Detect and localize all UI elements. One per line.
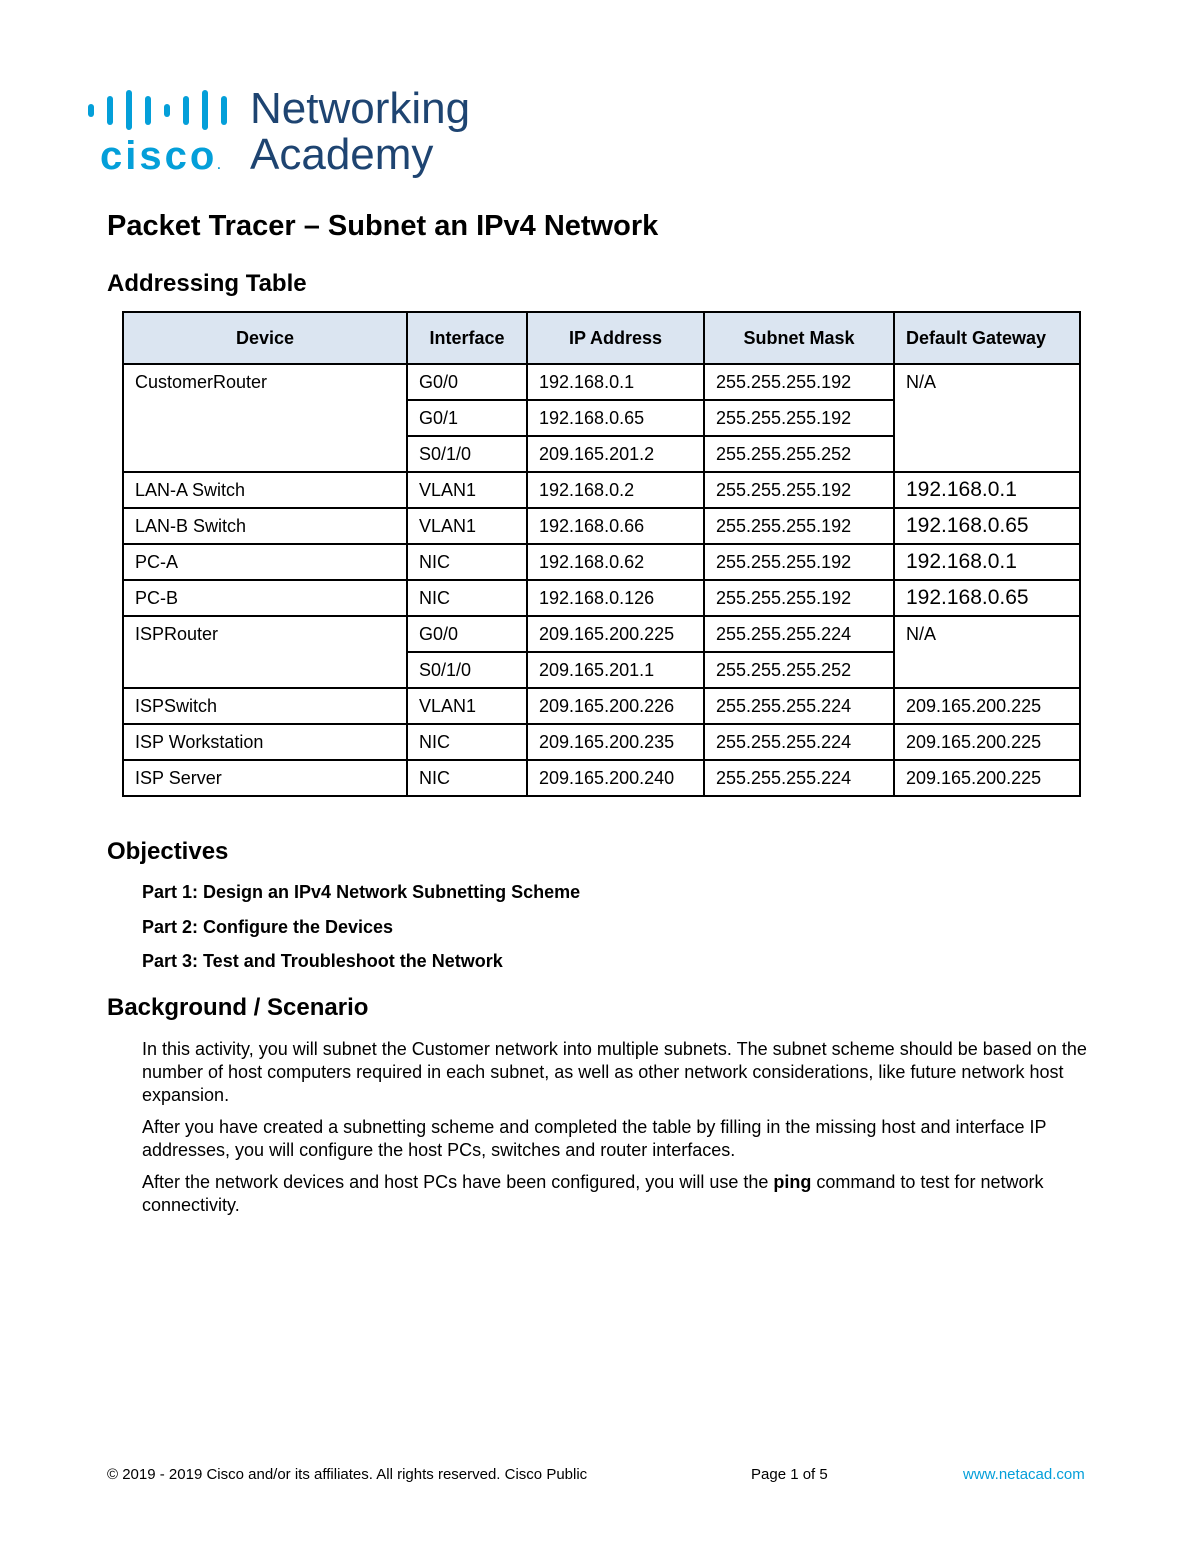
objective-item: Part 1: Design an IPv4 Network Subnetting Scheme bbox=[142, 882, 581, 902]
cell-interface: S0/1/0 bbox=[407, 436, 527, 472]
cell-mask: 255.255.255.224 bbox=[704, 688, 894, 724]
table-row bbox=[123, 580, 1080, 616]
document-title: Packet Tracer – Subnet an IPv4 Network bbox=[107, 210, 659, 242]
column-header-ip-address: IP Address bbox=[527, 312, 704, 364]
addressing-table-heading: Addressing Table bbox=[107, 270, 307, 297]
cell-interface: S0/1/0 bbox=[407, 652, 527, 688]
cell-gateway: 192.168.0.1 bbox=[894, 544, 1080, 580]
column-header-interface: Interface bbox=[407, 312, 527, 364]
cisco-wordmark: cisco. bbox=[100, 134, 224, 178]
table-row bbox=[123, 544, 1080, 580]
cell-device: LAN-A Switch bbox=[123, 472, 407, 508]
column-header-subnet-mask: Subnet Mask bbox=[704, 312, 894, 364]
background-heading: Background / Scenario bbox=[107, 994, 369, 1021]
objectives-heading: Objectives bbox=[107, 838, 229, 865]
cell-gateway: 192.168.0.1 bbox=[894, 472, 1080, 508]
cell-device: ISP Workstation bbox=[123, 724, 407, 760]
cell-mask: 255.255.255.192 bbox=[704, 580, 894, 616]
table-header-row bbox=[123, 312, 1080, 364]
cell-mask: 255.255.255.192 bbox=[704, 544, 894, 580]
cell-ip: 209.165.201.1 bbox=[527, 652, 704, 688]
logo-academy-text: Academy bbox=[250, 130, 434, 179]
cell-interface: NIC bbox=[407, 580, 527, 616]
cell-gateway: 209.165.200.225 bbox=[894, 688, 1080, 724]
cell-device: CustomerRouter bbox=[123, 364, 407, 472]
background-text: command to test for network connectivity. bbox=[142, 1172, 1044, 1215]
cell-mask: 255.255.255.192 bbox=[704, 472, 894, 508]
cell-mask: 255.255.255.224 bbox=[704, 760, 894, 796]
logo-networking-text: Networking bbox=[250, 84, 471, 133]
cell-gateway: N/A bbox=[894, 616, 1080, 688]
cell-interface: NIC bbox=[407, 760, 527, 796]
cell-ip: 209.165.200.240 bbox=[527, 760, 704, 796]
cell-mask: 255.255.255.192 bbox=[704, 400, 894, 436]
cell-gateway: 192.168.0.65 bbox=[894, 580, 1080, 616]
cell-ip: 209.165.201.2 bbox=[527, 436, 704, 472]
objective-item: Part 3: Test and Troubleshoot the Network bbox=[142, 951, 503, 971]
cell-ip: 192.168.0.1 bbox=[527, 364, 704, 400]
table-row bbox=[123, 472, 1080, 508]
cell-ip: 192.168.0.66 bbox=[527, 508, 704, 544]
cell-ip: 209.165.200.225 bbox=[527, 616, 704, 652]
cisco-networking-academy-logo bbox=[86, 84, 471, 181]
background-paragraph bbox=[142, 1171, 1102, 1217]
cell-device: LAN-B Switch bbox=[123, 508, 407, 544]
cell-mask: 255.255.255.224 bbox=[704, 724, 894, 760]
table-row bbox=[123, 364, 1080, 400]
column-header-default-gateway: Default Gateway bbox=[894, 312, 1080, 364]
cell-device: PC-A bbox=[123, 544, 407, 580]
ping-command-text: ping bbox=[773, 1172, 812, 1192]
cell-mask: 255.255.255.224 bbox=[704, 616, 894, 652]
table-row bbox=[123, 508, 1080, 544]
cell-interface: G0/0 bbox=[407, 616, 527, 652]
footer-website-link[interactable]: www.netacad.com bbox=[963, 1466, 1085, 1483]
addressing-table bbox=[122, 311, 1081, 797]
cell-device: ISP Server bbox=[123, 760, 407, 796]
cell-device: ISPRouter bbox=[123, 616, 407, 688]
cell-interface: NIC bbox=[407, 724, 527, 760]
cell-device: ISPSwitch bbox=[123, 688, 407, 724]
background-body bbox=[142, 1038, 1102, 1226]
cell-interface: G0/1 bbox=[407, 400, 527, 436]
cell-interface: VLAN1 bbox=[407, 472, 527, 508]
column-header-device: Device bbox=[123, 312, 407, 364]
cell-ip: 209.165.200.226 bbox=[527, 688, 704, 724]
background-paragraph: After you have created a subnetting scheme and completed the table by filling in the missing host and interface IP addresses, you will configure the host PCs, switches and router interfaces. bbox=[142, 1117, 1047, 1160]
cell-gateway: 209.165.200.225 bbox=[894, 724, 1080, 760]
cell-mask: 255.255.255.252 bbox=[704, 436, 894, 472]
cell-interface: NIC bbox=[407, 544, 527, 580]
cell-ip: 192.168.0.2 bbox=[527, 472, 704, 508]
table-row bbox=[123, 616, 1080, 652]
cell-mask: 255.255.255.192 bbox=[704, 364, 894, 400]
background-paragraph: In this activity, you will subnet the Customer network into multiple subnets. The subnet scheme should be based on the number of host computers required in each subnet, as well as other network considerations, like future network host expansion. bbox=[142, 1039, 1087, 1105]
cell-ip: 209.165.200.235 bbox=[527, 724, 704, 760]
cell-interface: G0/0 bbox=[407, 364, 527, 400]
cell-mask: 255.255.255.252 bbox=[704, 652, 894, 688]
table-row bbox=[123, 688, 1080, 724]
background-text: After the network devices and host PCs have been configured, you will use the bbox=[142, 1172, 774, 1192]
cell-ip: 192.168.0.65 bbox=[527, 400, 704, 436]
cell-ip: 192.168.0.126 bbox=[527, 580, 704, 616]
table-row bbox=[123, 724, 1080, 760]
footer-copyright: © 2019 - 2019 Cisco and/or its affiliates. All rights reserved. Cisco Public bbox=[107, 1466, 588, 1483]
cell-mask: 255.255.255.192 bbox=[704, 508, 894, 544]
cell-gateway: 192.168.0.65 bbox=[894, 508, 1080, 544]
cell-gateway: 209.165.200.225 bbox=[894, 760, 1080, 796]
cisco-bars-icon bbox=[86, 90, 234, 130]
table-row bbox=[123, 760, 1080, 796]
footer-page-number: Page 1 of 5 bbox=[751, 1466, 828, 1483]
cell-interface: VLAN1 bbox=[407, 688, 527, 724]
cell-gateway: N/A bbox=[894, 364, 1080, 472]
cell-ip: 192.168.0.62 bbox=[527, 544, 704, 580]
objective-item: Part 2: Configure the Devices bbox=[142, 916, 394, 937]
cell-interface: VLAN1 bbox=[407, 508, 527, 544]
cell-device: PC-B bbox=[123, 580, 407, 616]
objectives-list bbox=[142, 882, 580, 986]
